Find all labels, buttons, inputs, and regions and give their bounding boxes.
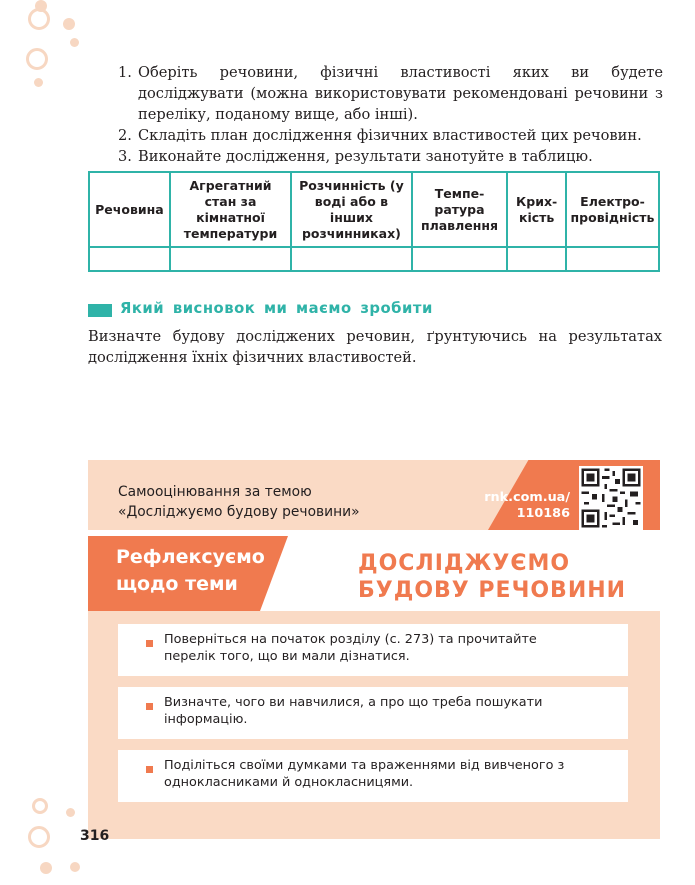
decor-ring	[28, 8, 50, 30]
table-cell	[170, 247, 291, 271]
task-list	[118, 62, 663, 167]
reflection-item-text: Визначте, чого ви навчилися, а про що треба пошукати інформацію.	[164, 695, 543, 727]
table-cell	[507, 247, 566, 271]
qr-code-icon[interactable]	[579, 466, 643, 530]
decor-dot	[40, 862, 52, 874]
table-cell	[566, 247, 659, 271]
task-item: 2. Складіть план дослідження фізичних властивостей цих речовин.	[118, 127, 642, 144]
topic-title: ДОСЛІДЖУЄМО БУДОВУ РЕЧОВИНИ	[358, 551, 627, 603]
self-assessment-text: Самооцінювання за темою «Досліджуємо будову речовини»	[118, 484, 360, 520]
reflection-item-text: Поверніться на початок розділу (с. 273) та прочитайте перелік того, що ви мали дізнатися.	[164, 632, 537, 664]
page-number: 316	[80, 828, 110, 844]
decor-dot	[70, 862, 80, 872]
decor-dot	[66, 808, 75, 817]
table-header-cell: Агрегатний стан за кімнатної температури	[170, 172, 291, 247]
task-item: 3. Виконайте дослідження, результати занотуйте в таблицю.	[118, 148, 593, 165]
table-cell	[89, 247, 170, 271]
table-header-cell: Речовина	[89, 172, 170, 247]
reflection-title: Рефлексуємо щодо теми	[116, 546, 265, 595]
table-header-cell: Крих-кість	[507, 172, 566, 247]
reflection-card	[118, 750, 628, 802]
table-row	[89, 247, 659, 271]
reflection-card	[118, 687, 628, 739]
section-marker	[88, 304, 112, 317]
bullet-icon	[146, 703, 153, 710]
reflection-card	[118, 624, 628, 676]
table-header-cell: Електро-провідність	[566, 172, 659, 247]
decor-ring	[26, 48, 48, 70]
resource-link[interactable]: rnk.com.ua/ 110186	[484, 490, 570, 521]
table-cell	[291, 247, 412, 271]
table-header-row	[89, 172, 659, 247]
decor-ring	[28, 826, 50, 848]
table-cell	[412, 247, 508, 271]
decor-dot	[34, 78, 43, 87]
decor-dot	[63, 18, 75, 30]
reflection-item-text: Поділіться своїми думками та враженнями від вивченого з однокласниками й однокласницями.	[164, 758, 565, 790]
conclusion-text: Визначте будову досліджених речовин, ґрунтуючись на результатах дослідження їхніх фізичних властивостей.	[88, 328, 662, 366]
properties-table	[88, 171, 660, 272]
bullet-icon	[146, 640, 153, 647]
decor-ring	[32, 798, 48, 814]
bullet-icon	[146, 766, 153, 773]
table-header-cell: Темпе-ратура плавлення	[412, 172, 508, 247]
decor-dot	[70, 38, 79, 47]
task-item: 1. Оберіть речовини, фізичні властивості яких ви будете досліджувати (можна використовувати рекомендовані речовини з переліку, поданому вище, або інші).	[118, 64, 663, 123]
conclusion-heading: Який висновок ми маємо зробити	[120, 300, 433, 317]
table-header-cell: Розчинність (у воді або в інших розчинниках)	[291, 172, 412, 247]
